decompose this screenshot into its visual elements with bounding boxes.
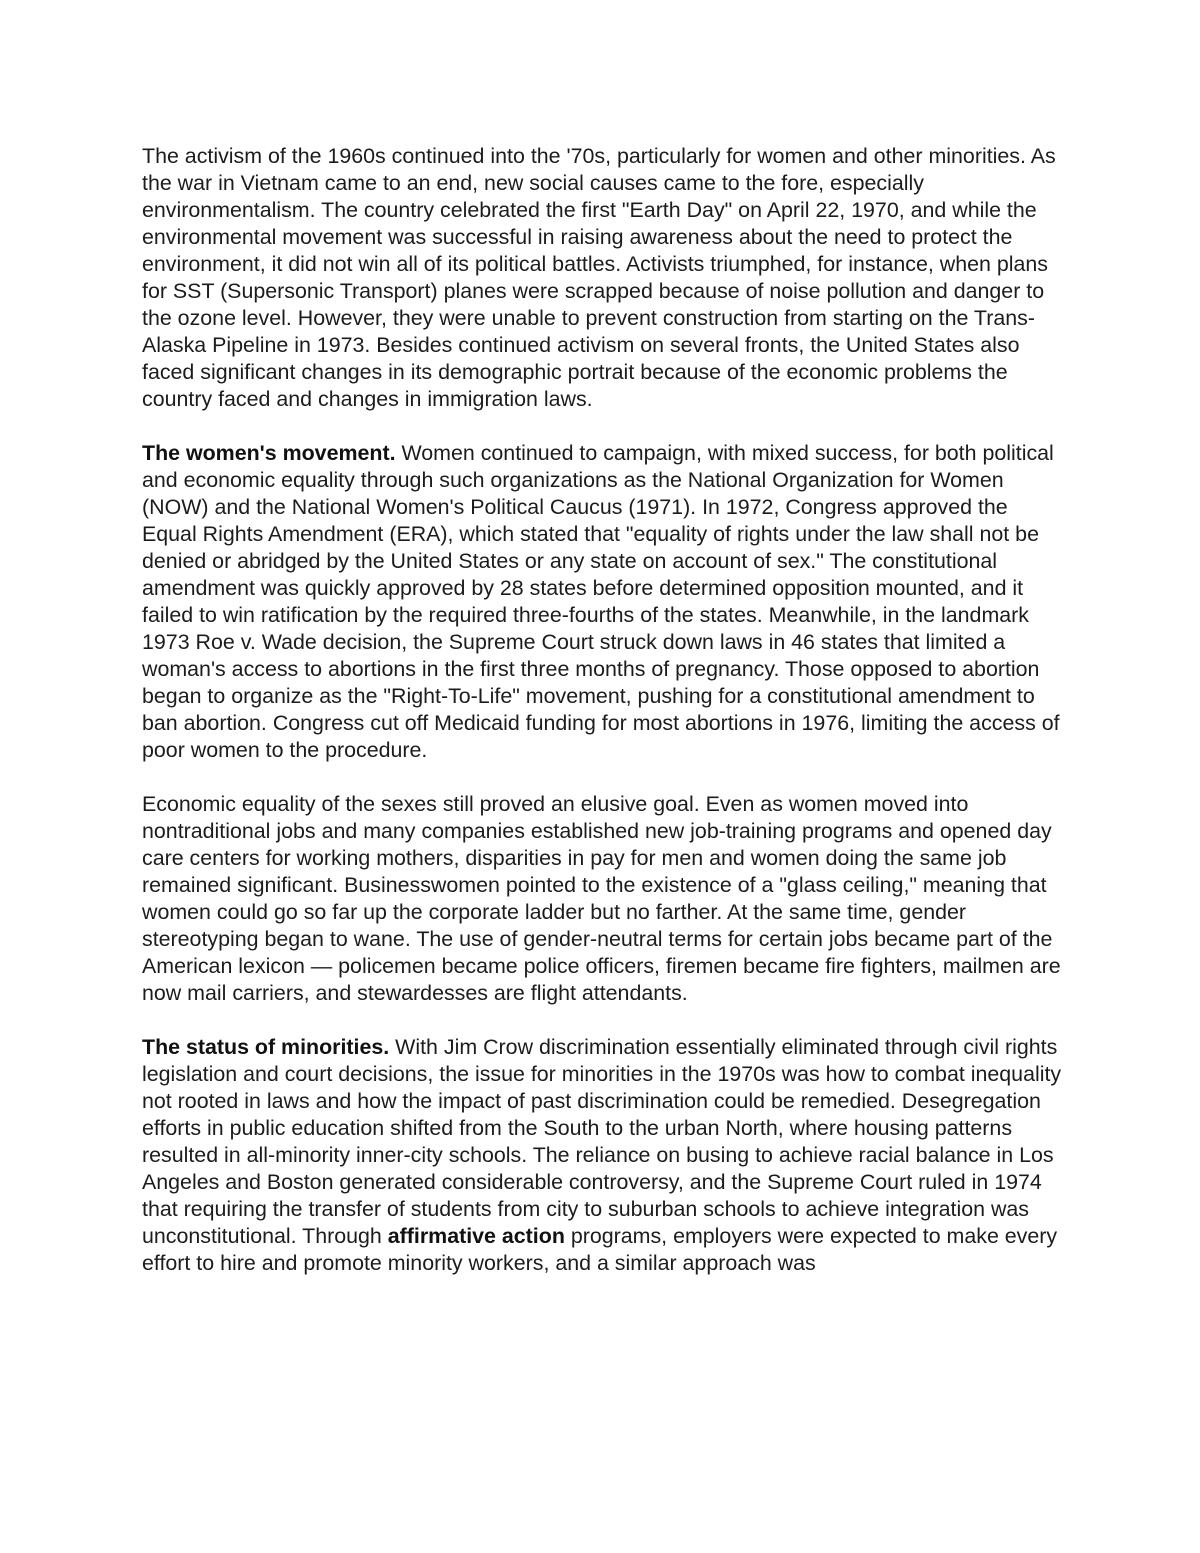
paragraph-text: The activism of the 1960s continued into the '70s, particularly for women and other minorities. As the war in Vietnam came to an end, new social causes came to the fore, especially environmentalism. The country celebrated the first "Earth Day" on April 22, 1970, and while the environmental movement was successful in raising awareness about the need to protect the environment, it did not win all of its political battles. Activists triumphed, for instance, when plans for SST (Supersonic Transport) planes were scrapped because of noise pollution and danger to the ozone level. However, they were unable to prevent construction from starting on the Trans-Alaska Pipeline in 1973. Besides continued activism on several fronts, the United States also faced significant changes in its demographic portrait because of the economic problems the country faced and changes in immigration laws. [142,144,1056,411]
economic-equality-paragraph [142,791,1062,1007]
paragraph-text: programs, employers were expected to make every effort to hire and promote minority workers, and a similar approach was [142,1224,1058,1275]
paragraph-text: Economic equality of the sexes still proved an elusive goal. Even as women moved into nontraditional jobs and many companies established new job-training programs and opened day care centers for working mothers, disparities in pay for men and women doing the same job remained significant. Businesswomen pointed to the existence of a "glass ceiling," meaning that women could go so far up the corporate ladder but no farther. At the same time, gender stereotyping began to wane. The use of gender-neutral terms for certain jobs became part of the American lexicon — policemen became police officers, firemen became fire fighters, mailmen are now mail carriers, and stewardesses are flight attendants. [142,792,1061,1005]
paragraph-text: Women continued to campaign, with mixed success, for both political and economic equality through such organizations as the National Organization for Women (NOW) and the National Women's Political Caucus (1971). In 1972, Congress approved the Equal Rights Amendment (ERA), which stated that "equality of rights under the law shall not be denied or abridged by the United States or any state on account of sex." The constitutional amendment was quickly approved by 28 states before determined opposition mounted, and it failed to win ratification by the required three-fourths of the states. Meanwhile, in the landmark 1973 Roe v. Wade decision, the Supreme Court struck down laws in 46 states that limited a woman's access to abortions in the first three months of pregnancy. Those opposed to abortion began to organize as the "Right-To-Life" movement, pushing for a constitutional amendment to ban abortion. Congress cut off Medicaid funding for most abortions in 1976, limiting the access of poor women to the procedure. [142,441,1060,762]
emphasized-term: affirmative action [387,1224,565,1248]
section-lead-heading: The status of minorities. [142,1035,390,1059]
womens-movement-paragraph [142,440,1062,764]
status-of-minorities-paragraph [142,1034,1062,1277]
paragraph-text: With Jim Crow discrimination essentially eliminated through civil rights legislation and court decisions, the issue for minorities in the 1970s was how to combat inequality not rooted in laws and how the impact of past discrimination could be remedied. Desegregation efforts in public education shifted from the South to the urban North, where housing patterns resulted in all-minority inner-city schools. The reliance on busing to achieve racial balance in Los Angeles and Boston generated considerable controversy, and the Supreme Court ruled in 1974 that requiring the transfer of students from city to suburban schools to achieve integration was unconstitutional. Through [142,1035,1062,1248]
document-page [142,143,1062,1304]
section-lead-heading: The women's movement. [142,441,396,465]
intro-paragraph [142,143,1062,413]
